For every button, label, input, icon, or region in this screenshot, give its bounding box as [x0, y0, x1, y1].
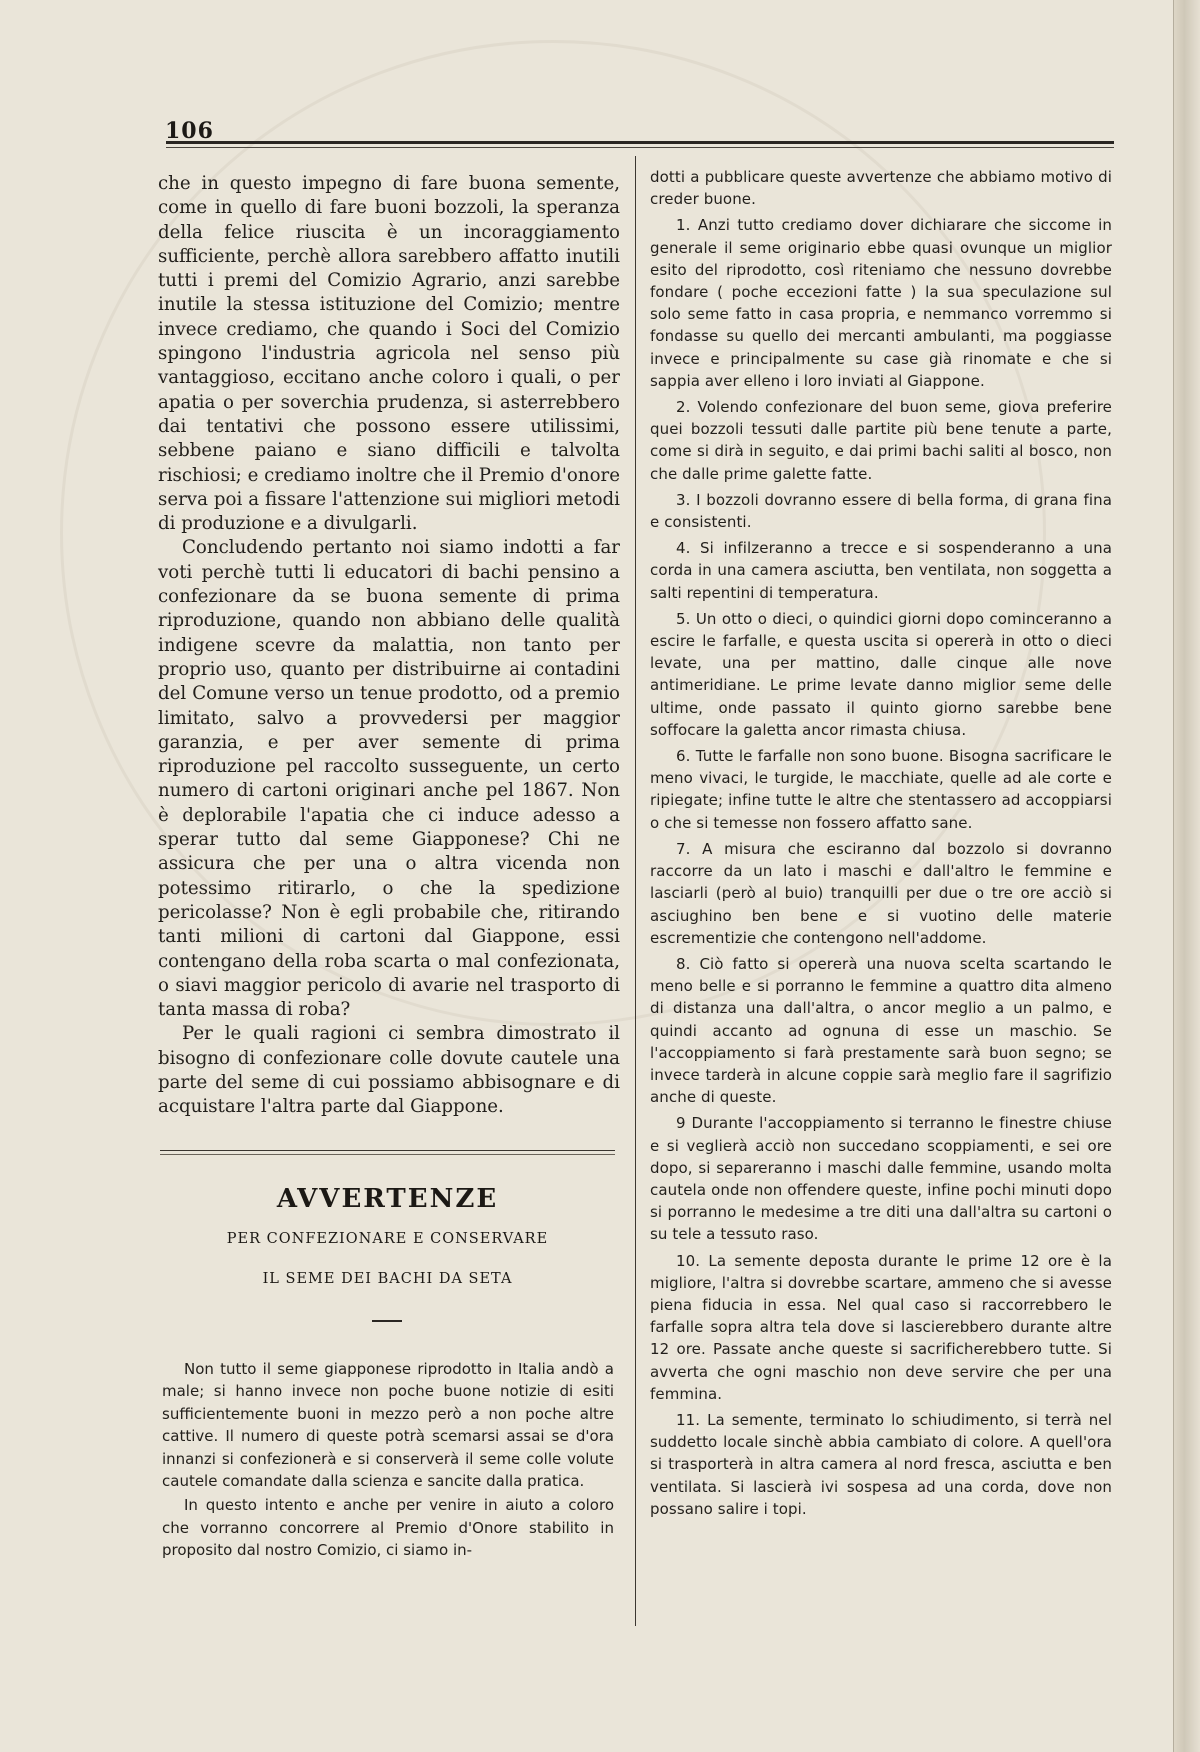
- title-dash: [372, 1320, 402, 1322]
- left-paragraph-1: che in questo impegno di fare buona semente, come in quello di fare buoni bozzoli, la speranza della felice riuscita è un incoraggiamento sufficiente, perchè allora sarebbero affatto inutili tutti i premi del Comizio Agrario, anzi sarebbe inutile la stessa istituzione del Comizio; mentre invece crediamo, che quando i Soci del Comizio spingono l'industria agricola nel senso più vantaggioso, eccitano anche coloro i quali, o per apatia o per soverchia prudenza, si asterrebbero dai tentativi che possono essere utilissimi, sebbene paiano e siano difficili e talvolta rischiosi; e crediamo inoltre che il Premio d'onore serva poi a fissare l'attenzione sui migliori metodi di produzione e a divulgarli.: [158, 173, 620, 535]
- section-intro: [162, 1358, 614, 1564]
- column-divider: [635, 156, 636, 1626]
- rule-5: 5. Un otto o dieci, o quindici giorni dopo cominceranno a escire le farfalle, e questa uscita si opererà in otto o dieci levate, una per mattino, dalle cinque alle nove antimeridiane. Le prime levate danno miglior seme delle ultime, onde passato il quinto giorno sarebbe bene soffocare la galetta ancor rimasta chiusa.: [650, 609, 1112, 739]
- header-rule: [166, 141, 1114, 144]
- rule-2: 2. Volendo confezionare del buon seme, giova preferire quei bozzoli tessuti dalle partite più bene tenute a parte, come si dirà in seguito, e dai primi bachi saliti al bosco, non che dalle prime galette fatte.: [650, 398, 1112, 483]
- intro-paragraph-2: In questo intento e anche per venire in aiuto a coloro che vorranno concorrere al Premio d'Onore stabilito in proposito dal nostro Comizio, ci siamo in-: [162, 1496, 614, 1560]
- rule-7: 7. A misura che esciranno dal bozzolo si dovranno raccorre da un lato i maschi e dall'altro le femmine e lasciarli (però al buio) tranquilli per due o tre ore acciò si asciughino ben bene e si vuotino delle materie escrementizie che contengono nell'addome.: [650, 839, 1112, 947]
- page-number: 106: [165, 118, 214, 144]
- section-rule-thin: [160, 1154, 615, 1155]
- section-subtitle-2: IL SEME DEI BACHI DA SETA: [262, 1271, 513, 1287]
- header-rule-thin: [166, 147, 1114, 148]
- rule-11: 11. La semente, terminato lo schiudimento, si terrà nel suddetto locale sinchè abbia cambiato di colore. A quell'ora si trasporterà in altra camera al nord fresca, asciutta e ben ventilata. Si lascierà ivi sospesa ad una corda, dove non possano salire i topi.: [650, 1410, 1112, 1518]
- rule-9: 9 Durante l'accoppiamento si terranno le finestre chiuse e si veglierà acciò non succedano scoppiamenti, e sei ore dopo, si separeranno i maschi dalle femmine, usando molta cautela onde non offendere queste, infine pochi minuti dopo si porranno le medesime a tre diti una dall'altra su cartoni o su tele a tessuto raso.: [650, 1114, 1112, 1244]
- rule-4: 4. Si infilzeranno a trecce e si sospenderanno a una corda in una camera asciutta, ben ventilata, non soggetta a salti repentini di temperatura.: [650, 539, 1112, 602]
- rule-3: 3. I bozzoli dovranno essere di bella forma, di grana fina e consistenti.: [650, 490, 1112, 532]
- right-column: [650, 166, 1112, 1524]
- page-edge: [1173, 0, 1200, 1752]
- rule-1: 1. Anzi tutto crediamo dover dichiarare che siccome in generale il seme originario ebbe quasi ovunque un miglior esito del riprodotto, così riteniamo che nessuno dovrebbe fondare ( poche eccezioni fatte ) la sua speculazione sul solo seme fatto in casa propria, e nemmanco vorremmo si fondasse su quello dei mercanti ambulanti, ma poggiasse invece e principalmente su case già rinomate e che si sappia aver elleno i loro inviati al Giappone.: [650, 216, 1112, 390]
- section-subtitle-1: PER CONFEZIONARE E CONSERVARE: [226, 1231, 549, 1247]
- intro-paragraph-1: Non tutto il seme giapponese riprodotto in Italia andò a male; si hanno invece non poche buone notizie di esiti sufficientemente buoni in mezzo però a non poche altre cattive. Il numero di queste potrà scemarsi assai se d'ora innanzi si confezionerà e si conserverà il seme colle volute cautele comandate dalla scienza e sancite dalla pratica.: [162, 1360, 614, 1491]
- section-title: AVVERTENZE: [276, 1184, 499, 1214]
- rule-10: 10. La semente deposta durante le prime 12 ore è la migliore, l'altra si dovrebbe scartare, ammeno che si avesse piena fiducia in essa. Nel qual caso si raccorrebbero le farfalle sopra altra tela dove si lascierebbero durante altre 12 ore. Passate anche queste si sacrificherebbero tutte. Si avverta che ogni maschio non deve servire che per una femmina.: [650, 1251, 1112, 1403]
- rule-8: 8. Ciò fatto si opererà una nuova scelta scartando le meno belle e si porranno le femmine a quattro dita almeno di distanza una dall'altra, o ancor meglio a un palmo, e quindi accanto ad ognuna di esse un maschio. Se l'accoppiamento si farà prestamente sarà buon segno; se invece tarderà in alcune coppie sarà meglio fare il sagrifizio anche di queste.: [650, 954, 1112, 1107]
- right-paragraph-intro: dotti a pubblicare queste avvertenze che abbiamo motivo di creder buone.: [650, 168, 1112, 209]
- section-rule: [160, 1150, 615, 1151]
- left-column: [158, 172, 620, 1120]
- rule-6: 6. Tutte le farfalle non sono buone. Bisogna sacrificare le meno vivaci, le turgide, le macchiate, quelle ad ale corte e ripiegate; infine tutte le altre che stentassero ad accoppiarsi o che si temesse non fossero affatto sane.: [650, 747, 1112, 832]
- left-paragraph-3: Per le quali ragioni ci sembra dimostrato il bisogno di confezionare colle dovute cautele una parte del seme di cui possiamo abbisognare e di acquistare l'altra parte dal Giappone.: [158, 1023, 620, 1118]
- left-paragraph-2: Concludendo pertanto noi siamo indotti a far voti perchè tutti li educatori di bachi pensino a confezionare da se buona semente di prima riproduzione, quando non abbiano delle qualità indigene scevre da malattia, non tanto per proprio uso, quanto per distribuirne ai contadini del Comune verso un tenue prodotto, od a premio limitato, salvo a provvedersi per maggior garanzia, e per aver semente di prima riproduzione pel raccolto susseguente, un certo numero di cartoni originari anche pel 1867. Non è deplorabile l'apatia che ci induce adesso a sperar tutto dal seme Giapponese? Chi ne assicura che per una o altra vicenda non potessimo ritirarlo, o che la spedizione pericolasse? Non è egli probabile che, ritirando tanti milioni di cartoni dal Giappone, essi contengano della roba scarta o mal confezionata, o siavi maggior pericolo di avarie nel trasporto di tanta massa di roba?: [158, 537, 620, 1021]
